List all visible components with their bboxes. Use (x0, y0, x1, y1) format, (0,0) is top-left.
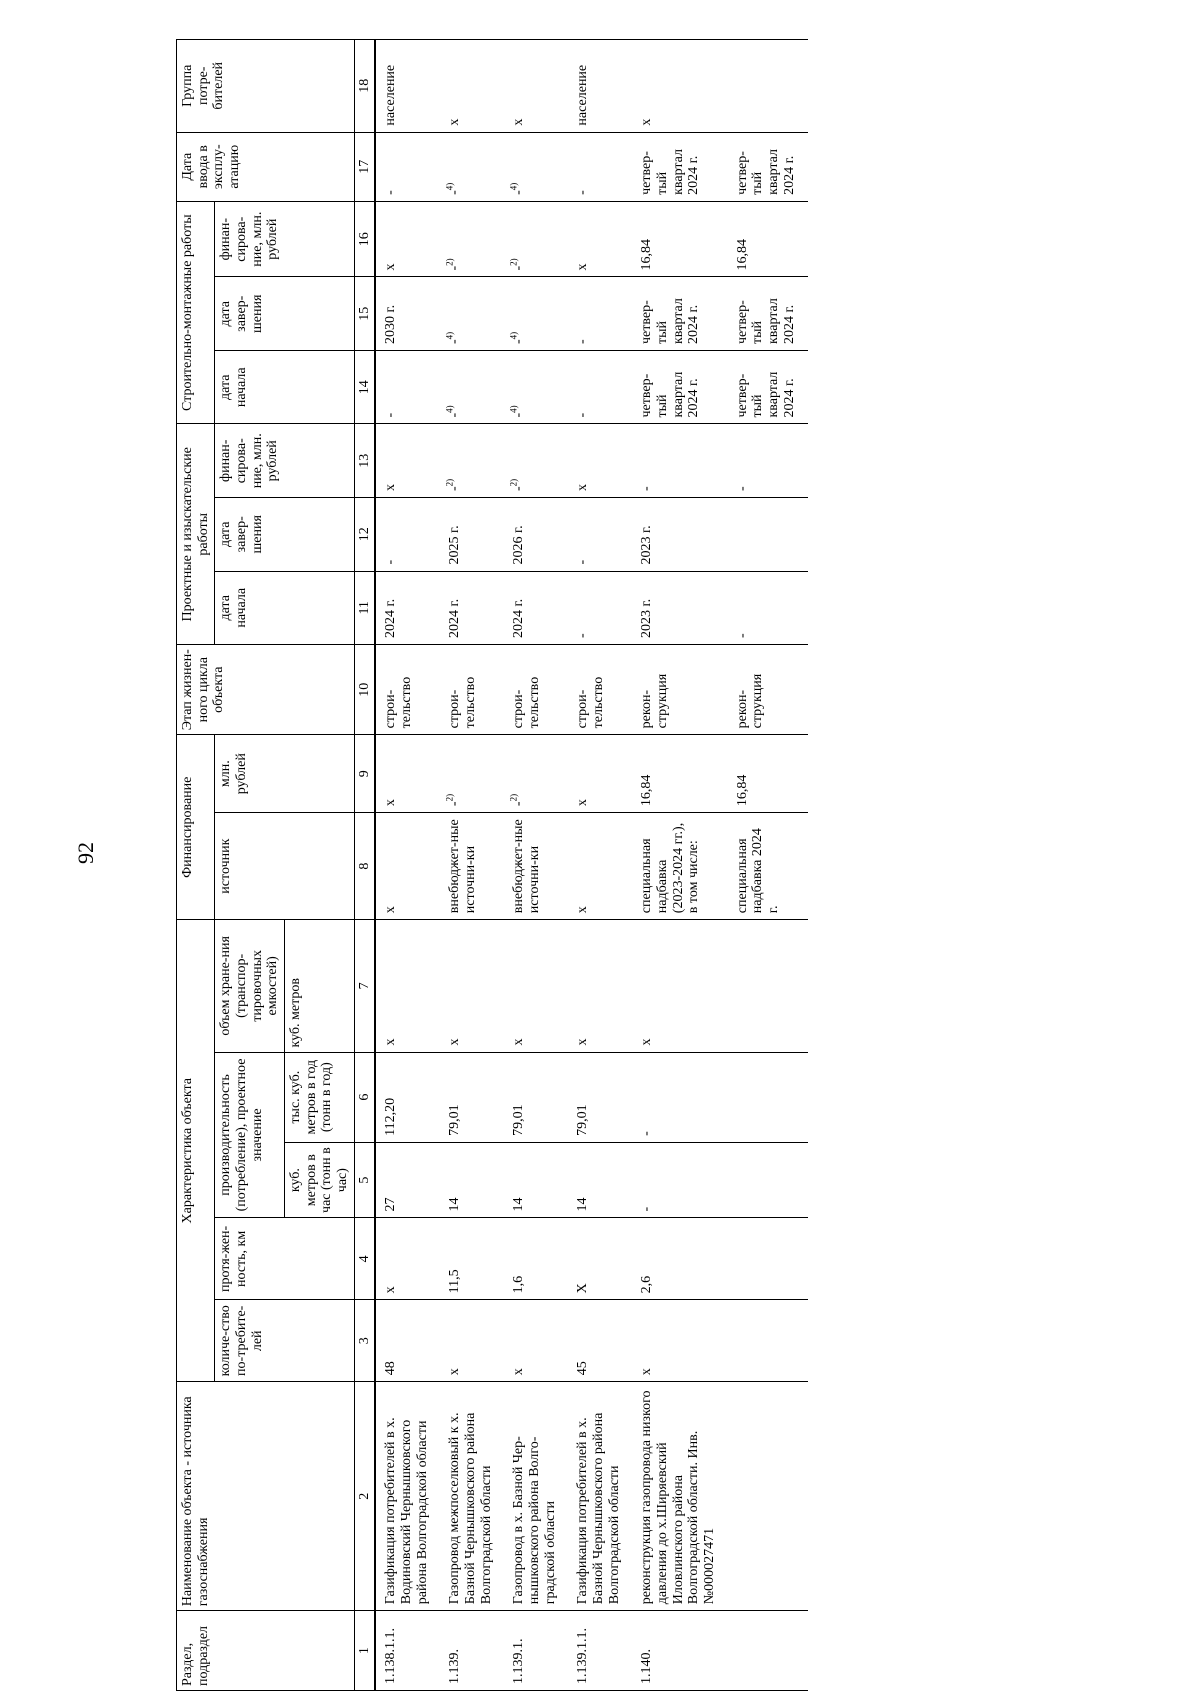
table-cell (568, 1300, 632, 1382)
table-cell (632, 132, 727, 201)
table-cell (440, 201, 504, 277)
cell-text: рекон-струкция (639, 673, 671, 729)
table-cell (440, 1611, 504, 1691)
column-number: 9 (354, 735, 375, 813)
design-funding-header: финан-сирова-ние, млн. рублей (215, 424, 354, 498)
cell-text: 27 (383, 1197, 399, 1212)
storage-unit-header: куб. метров (285, 920, 355, 1052)
length-header: протя-жен-ность, км (215, 1218, 354, 1300)
cell-text: - (447, 190, 463, 195)
construction-start-header: дата начала (215, 351, 354, 425)
cell-text: x (639, 1368, 655, 1376)
table-cell (504, 498, 568, 572)
cell-text: четвер-тый квартал 2024 г. (734, 149, 797, 195)
cell-text: x (383, 484, 399, 492)
cell-text: строи-тельство (447, 676, 479, 729)
column-number: 13 (354, 424, 375, 498)
cell-text: - (447, 801, 463, 807)
table-cell (375, 498, 440, 572)
cell-text: строи-тельство (575, 676, 607, 729)
cell-text: 1.140. (639, 1649, 655, 1684)
table-row (375, 40, 440, 1691)
table-cell (440, 920, 504, 1052)
cell-text: 16,84 (734, 774, 750, 807)
cell-text: 16,84 (639, 774, 655, 807)
cell-text: x (575, 799, 591, 807)
column-number: 18 (354, 40, 375, 133)
column-number: 17 (354, 132, 375, 201)
cell-text: x (383, 1038, 399, 1046)
footnote-mark: 4) (508, 182, 519, 191)
table-cell (632, 1300, 727, 1382)
cell-text: 2023 г. (639, 525, 655, 565)
table-cell (568, 424, 632, 498)
table-cell (728, 1142, 808, 1218)
column-number: 14 (354, 351, 375, 425)
table-cell (375, 645, 440, 735)
table-cell (440, 1382, 504, 1611)
table-cell (375, 571, 440, 645)
table-cell (632, 201, 727, 277)
table-cell (440, 40, 504, 133)
footnote-mark: 2) (444, 478, 455, 487)
table-cell (504, 1382, 568, 1611)
cell-text: строи-тельство (383, 676, 415, 729)
table-cell (440, 1052, 504, 1142)
cell-text: - (447, 486, 463, 492)
table-cell (375, 1300, 440, 1382)
table-row (632, 40, 727, 1691)
column-number: 5 (354, 1142, 375, 1218)
table-cell (568, 1142, 632, 1218)
col-name-header: Наименование объекта - источника газоснабжения (177, 1382, 355, 1611)
cell-text: 11,5 (447, 1269, 463, 1294)
table-cell (375, 1218, 440, 1300)
footnote-mark: 4) (444, 331, 455, 340)
table-cell (440, 351, 504, 425)
table-cell (440, 813, 504, 920)
table-cell (568, 813, 632, 920)
lifecycle-header: Этап жизнен-ного цикла объекта (177, 645, 355, 735)
table-cell (568, 498, 632, 572)
cell-text: четвер-тый квартал 2024 г. (639, 298, 702, 344)
cell-text: внебюджет-ные источни-ки (447, 819, 479, 914)
table-cell (568, 571, 632, 645)
footnote-mark: 2) (508, 478, 519, 487)
cell-text: - (383, 412, 399, 418)
table-cell (568, 201, 632, 277)
rotated-table-container (176, 39, 1200, 1691)
cell-text: Газификация потребителей в х. Базной Чернышковского района Волгоградской области (575, 1412, 622, 1605)
cell-text: - (511, 265, 527, 271)
table-cell (375, 1611, 440, 1691)
cell-text: 112,20 (383, 1097, 399, 1136)
cell-text: 16,84 (639, 239, 655, 271)
table-cell (504, 571, 568, 645)
cell-text: 1,6 (511, 1275, 527, 1294)
table-cell (504, 40, 568, 133)
cell-text: 2024 г. (511, 598, 527, 639)
commission-date-header: Дата ввода в эксплу-атацию (177, 132, 355, 201)
table-cell (375, 424, 440, 498)
cell-text: - (511, 190, 527, 195)
column-number: 2 (354, 1382, 375, 1611)
table-cell (728, 201, 808, 277)
table-cell (440, 571, 504, 645)
footnote-mark: 2) (508, 793, 519, 802)
financing-header: Финансирование (177, 735, 215, 920)
consumer-group-header: Группа потре-бителей (177, 40, 355, 133)
table-cell (440, 1218, 504, 1300)
design-start-header: дата начала (215, 571, 354, 645)
cell-text: - (734, 486, 750, 492)
capacity-year-header: тыс. куб. метров в год (тонн в год) (285, 1052, 355, 1142)
table-cell (728, 735, 808, 813)
cell-text: x (575, 263, 591, 271)
footnote-mark: 2) (444, 258, 455, 266)
table-cell (504, 645, 568, 735)
cell-text: x (383, 799, 399, 807)
table-row (504, 40, 568, 1691)
table-cell (728, 1382, 808, 1611)
cell-text: x (575, 1038, 591, 1046)
table-cell (440, 735, 504, 813)
column-number: 4 (354, 1218, 375, 1300)
table-cell (440, 645, 504, 735)
cell-text: 1.139. (447, 1649, 463, 1684)
table-cell (375, 201, 440, 277)
table-cell (632, 735, 727, 813)
construction-works-header: Строительно-монтажные работы (177, 201, 215, 424)
table-cell (632, 645, 727, 735)
table-cell (504, 1142, 568, 1218)
cell-text: - (639, 1131, 655, 1136)
cell-text: четвер-тый квартал 2024 г. (734, 371, 797, 418)
characteristics-header: Характеристика объекта (177, 920, 215, 1382)
table-cell (504, 277, 568, 351)
cell-text: - (383, 190, 399, 195)
header-row-1 (177, 40, 215, 1691)
table-cell (504, 1218, 568, 1300)
table-cell (375, 132, 440, 201)
cell-text: реконструкция газопровода низкого давления до х.Ширяевский Иловлинского района Волгоградской области. Инв.№000027471 (639, 1390, 718, 1605)
table-row (440, 40, 504, 1691)
table-cell (632, 277, 727, 351)
table-cell (632, 498, 727, 572)
cell-text: - (511, 486, 527, 492)
table-cell (375, 735, 440, 813)
table-cell (568, 1611, 632, 1691)
table-cell (504, 201, 568, 277)
cell-text: - (575, 412, 591, 418)
cell-text: X (575, 1283, 591, 1294)
column-number: 1 (354, 1611, 375, 1691)
cell-text: четвер-тый квартал 2024 г. (734, 298, 797, 344)
table-cell (728, 351, 808, 425)
cell-text: внебюджет-ные источни-ки (511, 819, 543, 914)
design-end-header: дата завер-шения (215, 498, 354, 572)
cell-text: рекон-струкция (734, 673, 766, 729)
table-cell (728, 424, 808, 498)
column-number: 6 (354, 1052, 375, 1142)
cell-text: население (575, 64, 591, 126)
table-cell (568, 132, 632, 201)
table-cell (632, 920, 727, 1052)
table-cell (375, 920, 440, 1052)
cell-text: - (575, 190, 591, 195)
table-cell (632, 1218, 727, 1300)
cell-text: четвер-тый квартал 2024 г. (639, 149, 702, 195)
cell-text: - (511, 801, 527, 807)
cell-text: x (639, 1038, 655, 1046)
cell-text: - (639, 1206, 655, 1212)
table-cell (504, 813, 568, 920)
table-cell (504, 424, 568, 498)
table-cell (440, 277, 504, 351)
cell-text: x (447, 1038, 463, 1046)
cell-text: 14 (511, 1197, 527, 1212)
table-cell (568, 1218, 632, 1300)
cell-text: 16,84 (734, 239, 750, 271)
footnote-mark: 4) (508, 331, 519, 340)
cell-text: 2024 г. (447, 598, 463, 639)
table-cell (632, 1142, 727, 1218)
cell-text: - (575, 633, 591, 639)
construction-funding-header: финан-сирова-ние, млн. рублей (215, 201, 354, 277)
cell-text: x (511, 118, 527, 126)
column-number: 16 (354, 201, 375, 277)
cell-text: - (575, 559, 591, 565)
table-cell (568, 40, 632, 133)
cell-text: Газификация потребителей в х. Водиновский Чернышковского района Волгоградской области (383, 1417, 430, 1605)
cell-text: x (383, 263, 399, 271)
table-cell (375, 1382, 440, 1611)
table-body (375, 40, 807, 1691)
cell-text: 1.139.1.1. (575, 1628, 591, 1684)
cell-text: 79,01 (447, 1104, 463, 1136)
cell-text: x (511, 1368, 527, 1376)
table-cell (375, 40, 440, 133)
table-cell (728, 1052, 808, 1142)
cell-text: население (383, 64, 399, 126)
col-section-header: Раздел, подраздел (177, 1611, 355, 1691)
storage-header: объем хране-ния (транспор-тировочных емкостей) (215, 920, 285, 1052)
cell-text: 79,01 (575, 1104, 591, 1136)
table-cell (632, 40, 727, 133)
table-cell (728, 277, 808, 351)
cell-text: - (734, 633, 750, 639)
cell-text: специальная надбавка 2024 г. (734, 828, 782, 914)
cell-text: - (447, 265, 463, 271)
table-cell (504, 132, 568, 201)
cell-text: специальная надбавка (2023-2024 гг.), в том числе: (639, 822, 702, 914)
cell-text: 2023 г. (639, 598, 655, 639)
table-cell (632, 1052, 727, 1142)
table-cell (504, 1300, 568, 1382)
table-cell (568, 735, 632, 813)
design-works-header: Проектные и изыскательские работы (177, 424, 215, 645)
cell-text: 2030 г. (383, 304, 399, 344)
cell-text: x (639, 118, 655, 126)
cell-text: 1.138.1.1. (383, 1628, 399, 1684)
cell-text: 2025 г. (447, 525, 463, 565)
table-cell (632, 1611, 727, 1691)
construction-end-header: дата завер-шения (215, 277, 354, 351)
table-cell (632, 424, 727, 498)
fin-amount-header: млн. рублей (215, 735, 354, 813)
table-row (568, 40, 632, 1691)
table-cell (440, 132, 504, 201)
column-number: 8 (354, 813, 375, 920)
table-cell (568, 1382, 632, 1611)
column-number: 11 (354, 571, 375, 645)
table-cell (440, 424, 504, 498)
column-number: 3 (354, 1300, 375, 1382)
table-cell (728, 920, 808, 1052)
table-cell (504, 351, 568, 425)
table-cell (728, 1611, 808, 1691)
capacity-hour-header: куб. метров в час (тонн в час) (285, 1142, 355, 1218)
cell-text: x (447, 118, 463, 126)
table-cell (728, 571, 808, 645)
cell-text: четвер-тый квартал 2024 г. (639, 371, 702, 418)
page-number: 92 (73, 842, 98, 864)
fin-source-header: источник (215, 813, 354, 920)
table-cell (504, 920, 568, 1052)
cell-text: - (639, 486, 655, 492)
table-cell (728, 645, 808, 735)
table-cell (504, 735, 568, 813)
column-number-row (354, 40, 375, 1691)
footnote-mark: 4) (508, 405, 519, 413)
cell-text: - (511, 412, 527, 418)
cell-text: 79,01 (511, 1104, 527, 1136)
cell-text: x (447, 1368, 463, 1376)
gas-supply-table (176, 39, 808, 1691)
table-cell (568, 645, 632, 735)
table-cell (568, 277, 632, 351)
cell-text: - (447, 339, 463, 344)
table-cell (504, 1052, 568, 1142)
footnote-mark: 4) (444, 182, 455, 191)
table-cell (375, 1052, 440, 1142)
cell-text: x (575, 484, 591, 492)
table-cell (504, 1611, 568, 1691)
cell-text: строи-тельство (511, 676, 543, 729)
column-number: 10 (354, 645, 375, 735)
table-cell (632, 1382, 727, 1611)
table-cell (632, 813, 727, 920)
cell-text: 45 (575, 1361, 591, 1376)
capacity-header: производительность (потребление), проектное значение (215, 1052, 285, 1218)
table-cell (728, 1300, 808, 1382)
cell-text: Газопровод межпоселковый к х. Базной Чернышковского района Волгоградской области (447, 1412, 494, 1605)
cell-text: 1.139.1. (511, 1638, 527, 1684)
table-cell (568, 920, 632, 1052)
cell-text: x (383, 1286, 399, 1294)
cell-text: Газопровод в х. Базной Чер-нышковского района Волго-градской области (511, 1436, 558, 1605)
table-cell (440, 498, 504, 572)
table-cell (568, 351, 632, 425)
cell-text: 2,6 (639, 1275, 655, 1294)
table-cell (440, 1300, 504, 1382)
table-cell (632, 571, 727, 645)
cell-text: x (511, 1038, 527, 1046)
column-number: 15 (354, 277, 375, 351)
footnote-mark: 4) (444, 405, 455, 413)
table-cell (440, 1142, 504, 1218)
table-cell (375, 277, 440, 351)
table-cell (632, 351, 727, 425)
column-number: 7 (354, 920, 375, 1052)
cell-text: 2024 г. (383, 598, 399, 639)
table-row (728, 40, 808, 1691)
cell-text: 14 (447, 1197, 463, 1212)
footnote-mark: 2) (508, 258, 519, 266)
cell-text: 2026 г. (511, 525, 527, 565)
table-cell (375, 813, 440, 920)
table-cell (568, 1052, 632, 1142)
column-number: 12 (354, 498, 375, 572)
table-cell (375, 1142, 440, 1218)
cell-text: - (575, 339, 591, 344)
table-cell (728, 40, 808, 133)
table-cell (728, 813, 808, 920)
cell-text: - (511, 339, 527, 344)
cell-text: x (383, 906, 399, 914)
cell-text: 14 (575, 1197, 591, 1212)
cell-text: - (383, 559, 399, 565)
table-cell (728, 132, 808, 201)
cell-text: - (447, 412, 463, 418)
table-cell (728, 498, 808, 572)
table-cell (728, 1218, 808, 1300)
table-cell (375, 351, 440, 425)
cell-text: x (575, 906, 591, 914)
footnote-mark: 2) (444, 793, 455, 802)
cell-text: 48 (383, 1361, 399, 1376)
consumers-count-header: количе-ство по-требите-лей (215, 1300, 354, 1382)
